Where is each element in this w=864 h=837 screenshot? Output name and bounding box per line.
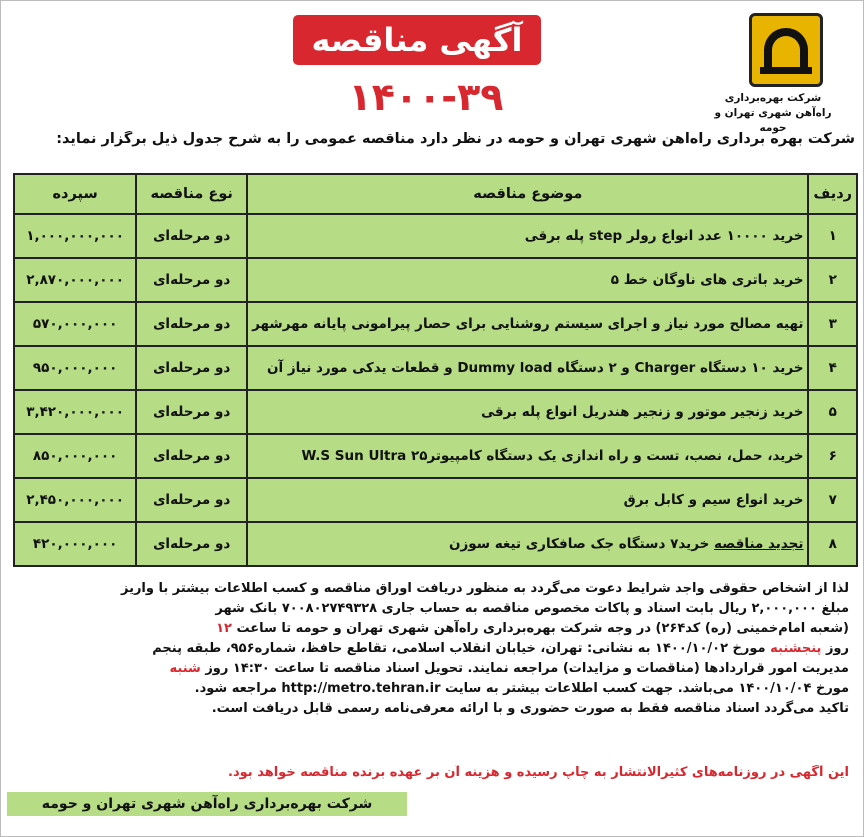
row-subject: تهیه مصالح مورد نیاز و اجرای سیستم روشنایی برای حصار پیرامونی پایانه مهرشهر (247, 302, 808, 346)
body-line (13, 679, 849, 699)
table-row (14, 390, 857, 434)
body-line (13, 639, 849, 659)
header-deposit: سپرده (14, 174, 136, 214)
row-subject: خرید زنجیر موتور و زنجیر هندریل انواع پله برقی (247, 390, 808, 434)
body-text: (شعبه امام‌خمینی (ره) کد۲۶۴) در وجه شرکت بهره‌برداری راه‌آهن شهری تهران و حومه تا ساعت (231, 621, 849, 636)
row-subject: خرید ۱۰ دستگاه Charger و ۲ دستگاه Dummy load و قطعات یدکی مورد نیاز آن (247, 346, 808, 390)
table-header-row (14, 174, 857, 214)
notice-number: ۱۴۰۰-۳۹ (348, 75, 504, 119)
row-type: دو مرحله‌ای (136, 522, 247, 566)
body-text: مورخ ۱۴۰۰/۱۰/۰۲ به نشانی: تهران، خیابان انقلاب اسلامی، تقاطع حافظ، شماره۹۵۶، طبقه پنجم (152, 641, 771, 656)
deadline-hour: ۱۲ (216, 621, 232, 636)
table-row (14, 214, 857, 258)
notice-body (13, 579, 849, 719)
row-subject: خرید ۱۰۰۰۰ عدد انواع رولر step پله برقی (247, 214, 808, 258)
company-name-small (703, 91, 843, 136)
metro-logo-icon (749, 13, 823, 87)
row-deposit: ۸۵۰,۰۰۰,۰۰۰ (14, 434, 136, 478)
company-line-1: شرکت بهره‌برداری (724, 92, 822, 104)
body-line: لذا از اشخاص حقوقی واجد شرایط دعوت می‌گردد به منظور دریافت اوراق مناقصه و کسب اطلاعات بیشتر با واریز (120, 581, 849, 596)
website-link[interactable]: http://metro.tehran.ir (281, 681, 441, 696)
table-row (14, 258, 857, 302)
body-line: تاکید می‌گردد اسناد مناقصه فقط به صورت حضوری و با ارائه معرفی‌نامه رسمی قابل دریافت است. (211, 701, 849, 716)
body-text: مدیریت امور قراردادها (مناقصات و مزایدات) مراجعه نمایند. تحویل اسناد مناقصه تا ساعت ۱۴:۳۰ روز (200, 661, 849, 676)
row-type: دو مرحله‌ای (136, 434, 247, 478)
row-subject: خرید، حمل، نصب، تست و راه اندازی یک دستگاه کامپیوتر۲۵ W.S Sun Ultra (247, 434, 808, 478)
row-type: دو مرحله‌ای (136, 390, 247, 434)
table-row (14, 522, 857, 566)
footer-company: شرکت بهره‌برداری راه‌آهن شهری تهران و حومه (7, 792, 407, 816)
notice-title-banner (293, 15, 541, 65)
row-type: دو مرحله‌ای (136, 302, 247, 346)
tender-table (13, 173, 858, 567)
notice-title: آگهی مناقصه (311, 21, 523, 59)
header-row-number: ردیف (808, 174, 857, 214)
row-number: ۱ (808, 214, 857, 258)
row-number: ۸ (808, 522, 857, 566)
body-text: مراجعه شود. (194, 681, 282, 696)
row-number: ۶ (808, 434, 857, 478)
body-line (13, 659, 849, 679)
header-subject: موضوع مناقصه (247, 174, 808, 214)
body-line: مبلغ ۲,۰۰۰,۰۰۰ ریال بابت اسناد و پاکات مخصوص مناقصه به حساب جاری ۷۰۰۸۰۲۷۴۹۳۲۸ بانک شهر (215, 601, 849, 616)
row-subject (247, 522, 808, 566)
row-type: دو مرحله‌ای (136, 214, 247, 258)
submission-day: شنبه (169, 661, 201, 676)
body-text: روز (821, 641, 849, 656)
intro-text: شرکت بهره برداری راه‌آهن شهری تهران و حومه در نظر دارد مناقصه عمومی را به شرح جدول ذیل برگزار نماید: (56, 131, 855, 147)
company-line-2: راه‌آهن شهری تهران و حومه (714, 107, 832, 134)
deadline-day: پنجشنبه (770, 641, 822, 656)
table-row (14, 478, 857, 522)
table-row (14, 346, 857, 390)
row-subject: خرید انواع سیم و کابل برق (247, 478, 808, 522)
row-number: ۴ (808, 346, 857, 390)
row-number: ۳ (808, 302, 857, 346)
row-subject: خرید باتری های ناوگان خط ۵ (247, 258, 808, 302)
row-deposit: ۳,۴۲۰,۰۰۰,۰۰۰ (14, 390, 136, 434)
row-deposit: ۱,۰۰۰,۰۰۰,۰۰۰ (14, 214, 136, 258)
row-subject-text: خرید۷ دستگاه جک صافکاری تیغه سوزن (448, 536, 715, 552)
row-number: ۷ (808, 478, 857, 522)
body-text: مورخ ۱۴۰۰/۱۰/۰۴ می‌باشد. جهت کسب اطلاعات بیشتر به سایت (440, 681, 849, 696)
footer-note: این آگهی در روزنامه‌های کثیرالانتشار به چاپ رسیده و هزینه آن بر عهده برنده مناقصه خواهد بود. (228, 765, 849, 780)
row-deposit: ۲,۴۵۰,۰۰۰,۰۰۰ (14, 478, 136, 522)
row-deposit: ۲,۸۷۰,۰۰۰,۰۰۰ (14, 258, 136, 302)
row-deposit: ۴۲۰,۰۰۰,۰۰۰ (14, 522, 136, 566)
table-row (14, 434, 857, 478)
row-deposit: ۹۵۰,۰۰۰,۰۰۰ (14, 346, 136, 390)
row-number: ۲ (808, 258, 857, 302)
table-row (14, 302, 857, 346)
retender-label: تجدید مناقصه (714, 536, 804, 552)
row-deposit: ۵۷۰,۰۰۰,۰۰۰ (14, 302, 136, 346)
body-line (13, 619, 849, 639)
row-type: دو مرحله‌ای (136, 346, 247, 390)
row-type: دو مرحله‌ای (136, 478, 247, 522)
row-type: دو مرحله‌ای (136, 258, 247, 302)
row-number: ۵ (808, 390, 857, 434)
header-type: نوع مناقصه (136, 174, 247, 214)
